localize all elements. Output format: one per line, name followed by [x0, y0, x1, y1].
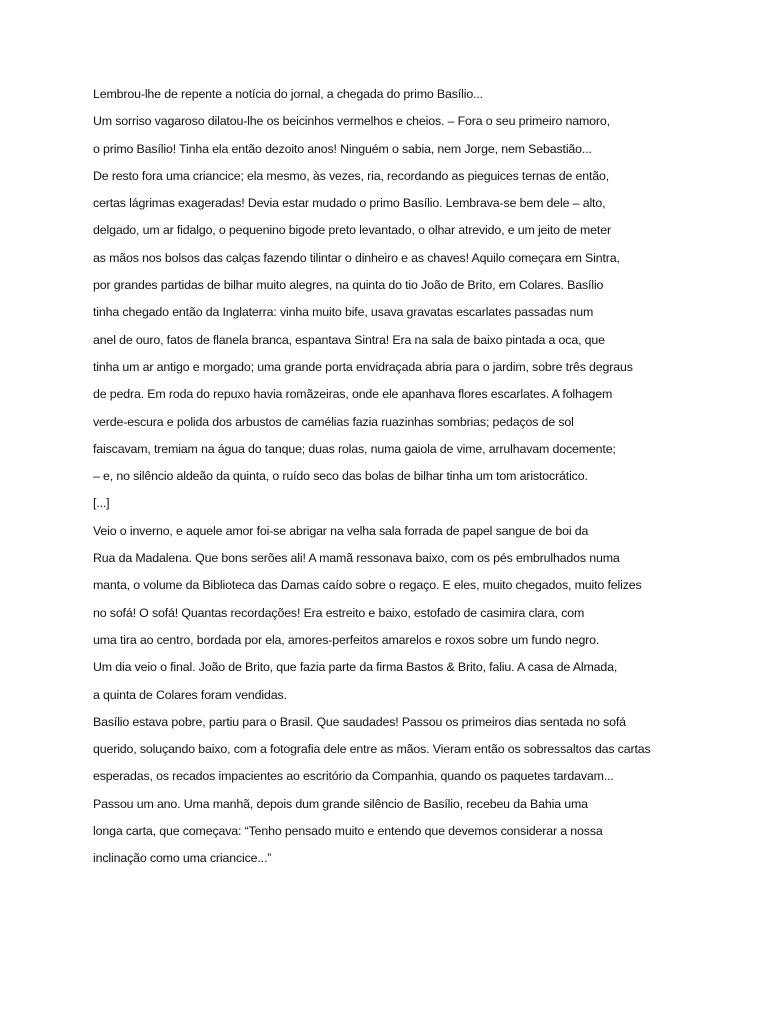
text-line: Veio o inverno, e aquele amor foi-se abrigar na velha sala forrada de papel sangue de boi da	[93, 523, 589, 538]
text-line: anel de ouro, fatos de flanela branca, espantava Sintra! Era na sala de baixo pintada a oca, que	[93, 332, 605, 347]
text-line: longa carta, que começava: “Tenho pensado muito e entendo que devemos considerar a nossa	[93, 824, 603, 839]
text-line: certas lágrimas exageradas! Devia estar mudado o primo Basílio. Lembrava-se bem dele – alto,	[93, 196, 606, 211]
text-line: inclinação como uma criancice...”	[93, 851, 272, 866]
text-line: querido, soluçando baixo, com a fotografia dele entre as mãos. Vieram então os sobressaltos das cartas	[93, 742, 651, 757]
text-line: uma tira ao centro, bordada por ela, amores-perfeitos amarelos e roxos sobre um fundo negro.	[93, 632, 600, 647]
text-line: no sofá! O sofá! Quantas recordações! Era estreito e baixo, estofado de casimira clara, com	[93, 605, 585, 620]
text-line: Basílio estava pobre, partiu para o Brasil. Que saudades! Passou os primeiros dias sentada no sofá	[93, 714, 626, 729]
text-line: as mãos nos bolsos das calças fazendo tilintar o dinheiro e as chaves! Aquilo começara em Sintra,	[93, 250, 620, 265]
text-line: Lembrou-lhe de repente a notícia do jornal, a chegada do primo Basílio...	[93, 87, 483, 101]
text-line: faiscavam, tremiam na água do tanque; duas rolas, numa gaiola de vime, arrulhavam docemente;	[93, 441, 616, 456]
text-line: tinha um ar antigo e morgado; uma grande porta envidraçada abria para o jardim, sobre três degraus	[93, 359, 633, 374]
text-line: De resto fora uma criancice; ela mesmo, às vezes, ria, recordando as pieguices ternas de então,	[93, 168, 610, 183]
text-line: por grandes partidas de bilhar muito alegres, na quinta do tio João de Brito, em Colares. Basílio	[93, 278, 604, 293]
text-line: verde-escura e polida dos arbustos de camélias fazia ruazinhas sombrias; pedaços de sol	[93, 414, 574, 429]
text-line: a quinta de Colares foram vendidas.	[93, 687, 287, 702]
text-line: Passou um ano. Uma manhã, depois dum grande silêncio de Basílio, recebeu da Bahia uma	[93, 796, 588, 811]
text-line: – e, no silêncio aldeão da quinta, o ruído seco das bolas de bilhar tinha um tom aristocrático.	[93, 469, 588, 484]
document-body	[93, 87, 673, 879]
text-line: Um sorriso vagaroso dilatou-lhe os beicinhos vermelhos e cheios. – Fora o seu primeiro namoro,	[93, 114, 610, 129]
text-line: Um dia veio o final. João de Brito, que fazia parte da firma Bastos & Brito, faliu. A casa de Almada,	[93, 660, 618, 675]
text-line: Rua da Madalena. Que bons serões ali! A mamã ressonava baixo, com os pés embrulhados numa	[93, 551, 620, 566]
text-line: de pedra. Em roda do repuxo havia romãzeiras, onde ele apanhava flores escarlates. A folhagem	[93, 387, 613, 402]
ellipsis-marker: [...]	[93, 496, 110, 511]
text-line: delgado, um ar fidalgo, o pequenino bigode preto levantado, o olhar atrevido, e um jeito de meter	[93, 223, 611, 238]
text-line: o primo Basílio! Tinha ela então dezoito anos! Ninguém o sabia, nem Jorge, nem Sebastião...	[93, 141, 592, 156]
text-line: tinha chegado então da Inglaterra: vinha muito bife, usava gravatas escarlates passadas num	[93, 305, 594, 320]
text-line: esperadas, os recados impacientes ao escritório da Companhia, quando os paquetes tardavam...	[93, 769, 614, 784]
text-line: manta, o volume da Biblioteca das Damas caído sobre o regaço. E eles, muito chegados, muito felizes	[93, 578, 642, 593]
